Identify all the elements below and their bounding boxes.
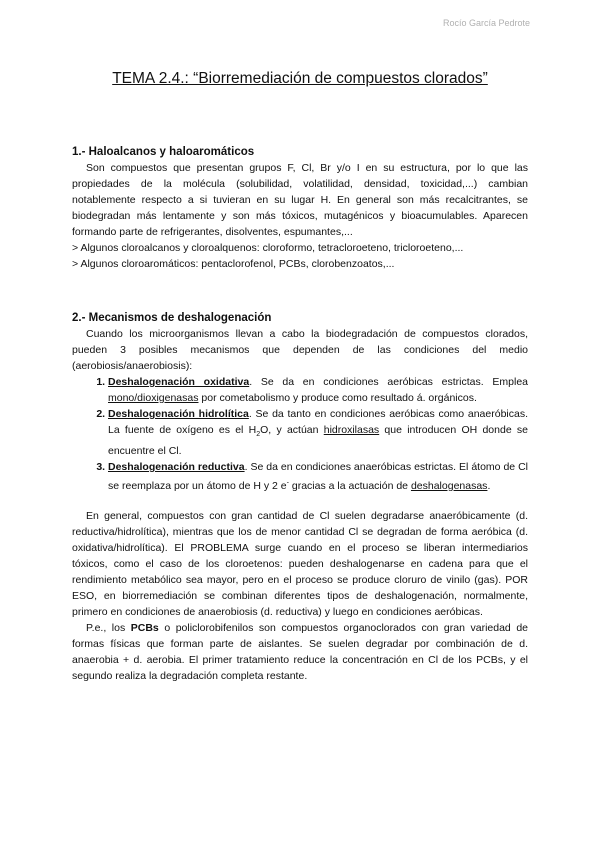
pcbs-paragraph bbox=[72, 620, 528, 684]
section-mecanismos bbox=[72, 310, 528, 494]
mechanism-hidrolitica bbox=[108, 406, 528, 459]
mechanism-oxidativa bbox=[108, 374, 528, 406]
hidrolitica-text-c: que introducen OH donde se encuentre el Cl. bbox=[108, 424, 528, 458]
mono-dioxigenasas-term: mono/dioxigenasas bbox=[108, 392, 199, 404]
pcbs-text-b: o policlorobifenilos son compuestos organoclorados con gran variedad de formas físicas que forman parte de aislantes. Se suelen degradar por combinación de d. anaerobia + d. aerobia. El primer tratamiento reduce la concentración en Cl de los PCBs, y el segundo realiza la degradación completa restante. bbox=[72, 622, 529, 682]
section1-heading: 1.- Haloalcanos y haloaromáticos bbox=[72, 146, 255, 158]
reductiva-text-c: . bbox=[487, 479, 491, 492]
page-title: TEMA 2.4.: “Biorremediación de compuestos clorados” bbox=[112, 70, 488, 87]
pcbs-bold: PCBs bbox=[130, 622, 159, 634]
deshalogenasas-term: deshalogenasas bbox=[410, 479, 488, 492]
electron-superscript: - bbox=[286, 479, 289, 487]
h2o-subscript: 2 bbox=[256, 431, 261, 439]
section1-bullet-cloroaromaticos: > Algunos cloroaromáticos: pentaclorofenol, PCBs, clorobenzoatos,... bbox=[72, 258, 395, 270]
mechanisms-list bbox=[72, 374, 528, 494]
section1-bullet-cloroalcanos: > Algunos cloroalcanos y cloroalquenos: cloroformo, tetracloroeteno, tricloroeteno,... bbox=[72, 242, 464, 254]
section2-intro: Cuando los microorganismos llevan a cabo la biodegradación de compuestos clorados, pueden 3 posibles mecanismos que dependen de las condiciones del medio (aerobiosis/anaerobiosis): bbox=[72, 328, 528, 372]
section2-heading: 2.- Mecanismos de deshalogenación bbox=[72, 312, 272, 324]
general-paragraph: En general, compuestos con gran cantidad de Cl suelen degradarse anaeróbicamente (d. reductiva/hidrolítica), mientras que los de menor cantidad Cl se degradan de forma aeróbica (d. oxidativa/hidrolítica). El PROBLEMA surge cuando en el proceso se liberan intermediarios tóxicos, como el caso de los cloroetenos: pueden deshalogenarse en cadena para que el rendimiento metabólico sea mayor, pero en el proceso se produce cloruro de vinilo (gas). POR ESO, en biorremediación se combinan diferentes tipos de deshalogenación, normalmente, primero en condiciones de anaerobiosis (d. reductiva) y luego en condiciones aeróbicas. bbox=[72, 510, 528, 618]
oxidativa-text-a: . Se da en condiciones aeróbicas estrictas. Emplea bbox=[249, 376, 528, 388]
term-hidrolitica: Deshalogenación hidrolítica bbox=[108, 408, 249, 420]
reductiva-text-b: gracias a la actuación de bbox=[288, 479, 411, 492]
hidroxilasas-term: hidroxilasas bbox=[323, 424, 380, 436]
mechanism-reductiva bbox=[108, 459, 528, 494]
reductiva-text-a: . Se da en condiciones anaeróbicas estrictas. El átomo de Cl se reemplaza por un átomo de H y 2 e bbox=[108, 461, 528, 492]
term-reductiva: Deshalogenación reductiva bbox=[108, 461, 245, 474]
author-header: Rocío García Pedrote bbox=[442, 18, 530, 28]
hidrolitica-text-a: . Se da tanto en condiciones aeróbicas como anaeróbicas. La fuente de oxígeno es el H bbox=[108, 408, 529, 436]
section-haloalcanos bbox=[72, 144, 528, 272]
pcbs-text-a: P.e., los bbox=[86, 622, 131, 634]
hidrolitica-text-b: O, y actúan bbox=[260, 424, 324, 436]
term-oxidativa: Deshalogenación oxidativa bbox=[108, 376, 250, 388]
oxidativa-text-b: por cometabolismo y produce como resultado á. orgánicos. bbox=[198, 392, 477, 404]
section-general bbox=[72, 508, 528, 684]
section1-paragraph: Son compuestos que presentan grupos F, Cl, Br y/o I en su estructura, por lo que las propiedades de la molécula (solubilidad, volatilidad, densidad, toxicidad,...) cambian notablemente respecto a si tuvieran en su lugar H. En general son más recalcitrantes, se biodegradan más lentamente y son más tóxicos, mutagénicos y bioacumulables. Aparecen formando parte de refrigerantes, disolventes, espumantes,... bbox=[72, 162, 528, 238]
